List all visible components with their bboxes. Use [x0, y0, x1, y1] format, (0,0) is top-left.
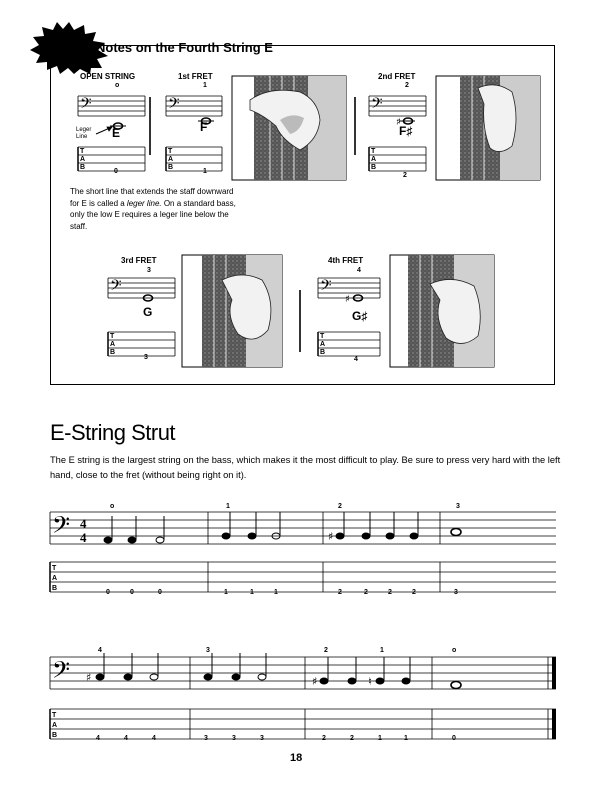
svg-text:♯: ♯ — [312, 675, 318, 688]
diagram-fret-1: 1 — [203, 82, 207, 89]
svg-text:2: 2 — [350, 735, 354, 742]
svg-text:T: T — [168, 148, 173, 155]
tab-digit-open: 0 — [114, 168, 118, 175]
svg-text:4: 4 — [152, 735, 156, 742]
diagram-fret-2: 2 — [405, 82, 409, 89]
svg-text:T: T — [320, 333, 325, 340]
svg-text:A: A — [110, 341, 116, 348]
diagram-note-3: G — [143, 305, 153, 319]
leger-line-label: Leger Line — [76, 127, 92, 140]
diagram-fret-open: o — [115, 82, 120, 89]
svg-text:B: B — [371, 164, 377, 171]
diagram-label-4th: 4th FRET — [328, 256, 364, 265]
svg-text:3: 3 — [144, 354, 148, 361]
diagram-label-3rd: 3rd FRET — [121, 256, 157, 265]
svg-text:1: 1 — [226, 503, 230, 510]
svg-text:1: 1 — [380, 647, 384, 654]
svg-text:o: o — [110, 503, 115, 510]
svg-text:𝄢: 𝄢 — [320, 277, 332, 298]
diagram-note-1: F — [200, 120, 208, 134]
time-sig-top: 4 — [80, 516, 87, 531]
svg-text:o: o — [452, 647, 457, 654]
svg-text:1: 1 — [224, 589, 228, 596]
svg-text:1: 1 — [404, 735, 408, 742]
svg-text:2: 2 — [412, 589, 416, 596]
svg-text:0: 0 — [106, 589, 110, 596]
diagram-fret-3: 3 — [147, 267, 151, 274]
svg-text:B: B — [320, 349, 326, 356]
svg-text:B: B — [110, 349, 116, 356]
diagram-label-1st: 1st FRET — [178, 72, 213, 81]
svg-text:1: 1 — [203, 168, 207, 175]
svg-text:2: 2 — [324, 647, 328, 654]
svg-text:3: 3 — [232, 735, 236, 742]
svg-text:4: 4 — [96, 735, 100, 742]
svg-text:2: 2 — [322, 735, 326, 742]
diagram-label-open: OPEN STRING — [80, 72, 136, 81]
svg-text:2: 2 — [338, 589, 342, 596]
svg-text:B: B — [80, 164, 86, 171]
svg-text:4: 4 — [124, 735, 128, 742]
svg-text:♯: ♯ — [345, 294, 350, 305]
bass-clef-icon: 𝄢 — [80, 95, 92, 116]
svg-text:A: A — [80, 156, 86, 163]
svg-text:0: 0 — [158, 589, 162, 596]
svg-text:𝄢: 𝄢 — [168, 95, 180, 116]
leger-line-caption: The short line that extends the staff downward for E is called a leger line. On a standard bass, only the low E requires a leger line below the staff. — [70, 187, 236, 231]
diagram-note-4: G♯ — [352, 309, 368, 323]
svg-text:3: 3 — [206, 647, 210, 654]
svg-text:B: B — [52, 732, 58, 739]
diagram-note-2: F♯ — [399, 124, 413, 138]
svg-text:4: 4 — [354, 356, 358, 363]
svg-text:B: B — [52, 585, 58, 592]
diagram-note-open: E — [112, 126, 121, 140]
page-number: 18 — [290, 752, 303, 764]
svg-text:A: A — [52, 722, 58, 729]
section-title: Notes on the Fourth String E — [96, 40, 273, 55]
svg-text:𝄢: 𝄢 — [52, 656, 71, 689]
exercise-description: The E string is the largest string on the bass, which makes it the most difficult to play. Be sure to press very hard with the left hand, close to the fret (without being right on it). — [50, 455, 561, 480]
svg-text:T: T — [52, 565, 57, 572]
svg-text:3: 3 — [204, 735, 208, 742]
svg-text:3: 3 — [454, 589, 458, 596]
svg-text:♯: ♯ — [86, 671, 92, 684]
svg-text:2: 2 — [364, 589, 368, 596]
svg-text:𝄢: 𝄢 — [371, 95, 383, 116]
svg-text:A: A — [320, 341, 326, 348]
time-sig-bottom: 4 — [80, 530, 87, 545]
tab-letter-t: T — [80, 148, 85, 155]
svg-text:2: 2 — [403, 172, 407, 179]
svg-text:2: 2 — [388, 589, 392, 596]
svg-text:1: 1 — [274, 589, 278, 596]
svg-text:4: 4 — [98, 647, 102, 654]
svg-text:0: 0 — [452, 735, 456, 742]
svg-text:A: A — [168, 156, 174, 163]
bass-clef-icon: 𝄢 — [52, 511, 71, 544]
svg-text:1: 1 — [250, 589, 254, 596]
diagram-fret-4: 4 — [357, 267, 361, 274]
sharp-icon: ♯ — [396, 117, 401, 128]
svg-text:♯: ♯ — [328, 530, 334, 543]
svg-text:2: 2 — [338, 503, 342, 510]
svg-text:♮: ♮ — [368, 675, 372, 688]
svg-text:A: A — [371, 156, 377, 163]
svg-text:1: 1 — [378, 735, 382, 742]
svg-text:0: 0 — [130, 589, 134, 596]
svg-text:3: 3 — [260, 735, 264, 742]
svg-text:A: A — [52, 575, 58, 582]
exercise-title: E-String Strut — [50, 420, 176, 445]
diagram-label-2nd: 2nd FRET — [378, 72, 416, 81]
svg-text:B: B — [168, 164, 174, 171]
svg-text:T: T — [52, 712, 57, 719]
svg-text:T: T — [371, 148, 376, 155]
svg-text:T: T — [110, 333, 115, 340]
svg-text:𝄢: 𝄢 — [110, 277, 122, 298]
svg-text:3: 3 — [456, 503, 460, 510]
